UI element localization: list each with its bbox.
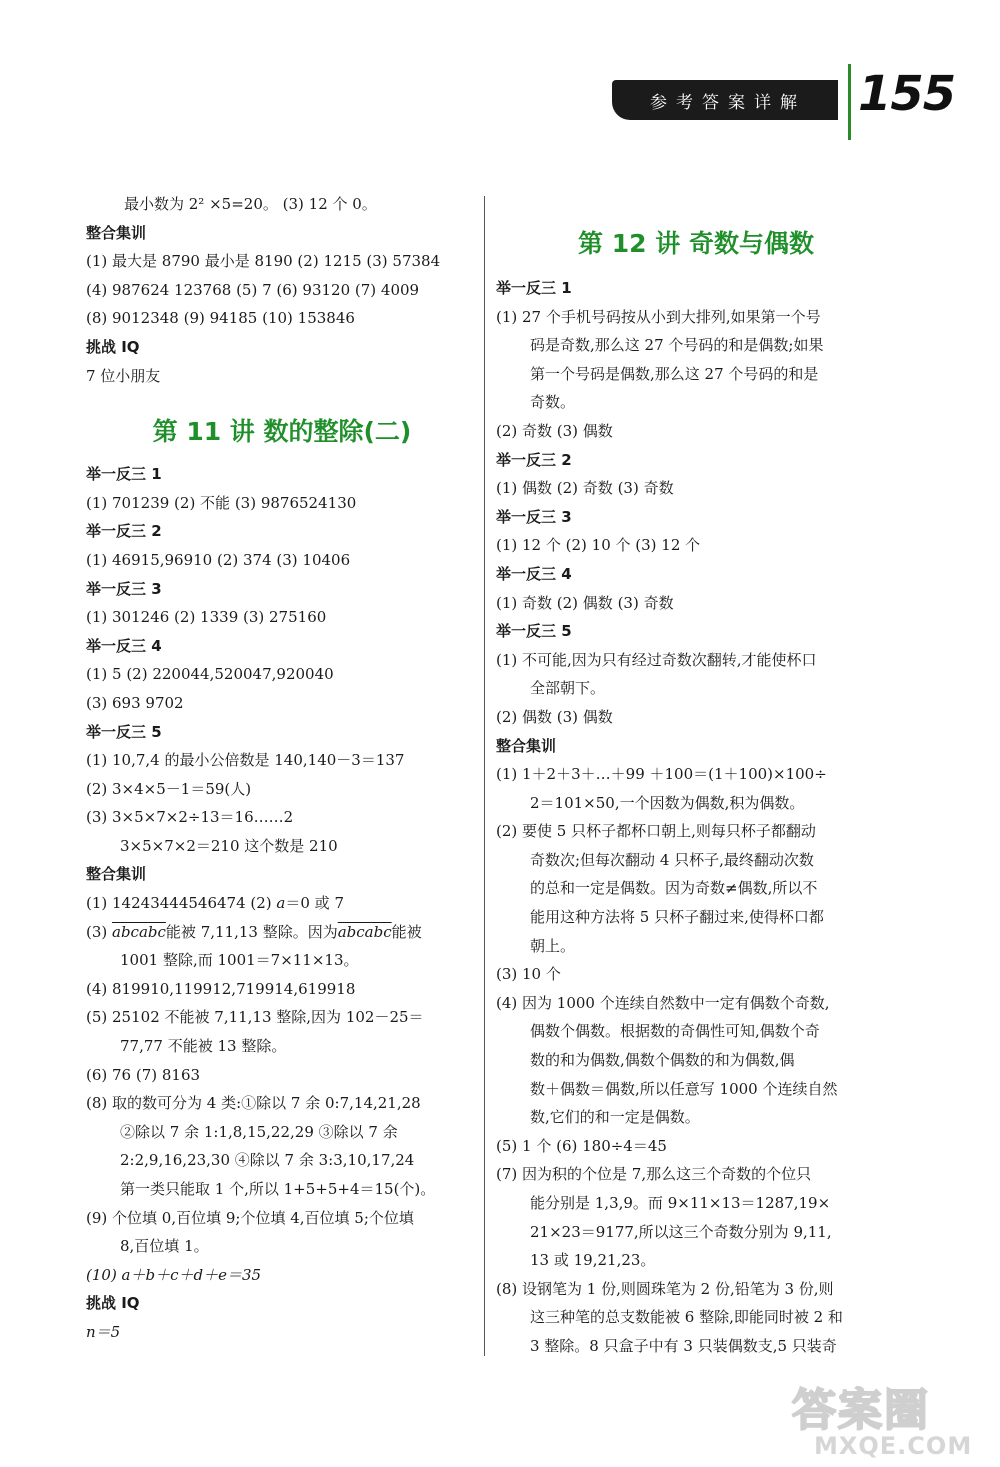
section-heading: 挑战 IQ	[86, 337, 140, 356]
answer-line: (1) 不可能,因为只有经过奇数次翻转,才能使杯口	[496, 650, 817, 669]
answer-line: (1) 27 个手机号码按从小到大排列,如果第一个号	[496, 307, 821, 326]
section-heading: 举一反三 2	[86, 522, 162, 541]
answer-line: (2) 奇数 (3) 偶数	[496, 421, 613, 440]
answer-line: n＝5	[86, 1322, 121, 1341]
answer-text: 能被 7,11,13 整除。因为	[165, 922, 338, 941]
answer-line: (8) 9012348 (9) 94185 (10) 153846	[86, 309, 355, 328]
answer-line: (1) 偶数 (2) 奇数 (3) 奇数	[496, 479, 674, 498]
answer-line: 最小数为 2² ×5=20。 (3) 12 个 0。	[124, 195, 377, 213]
answer-line: (1) 5 (2) 220044,520047,920040	[86, 665, 334, 684]
header-divider	[848, 64, 851, 140]
section-heading: 举一反三 5	[496, 622, 572, 641]
section-heading: 举一反三 4	[86, 636, 162, 655]
answer-text: ＝0 或 7	[285, 894, 344, 913]
section-heading: 整合集训	[496, 736, 557, 755]
section-heading: 举一反三 3	[496, 507, 572, 526]
answer-text: (1) 14243444546474 (2)	[86, 894, 277, 913]
answer-line: 8,百位填 1。	[120, 1237, 209, 1256]
section-heading: 举一反三 2	[496, 450, 572, 469]
answer-line: (3) 693 9702	[86, 693, 184, 712]
chapter-title: 第 11 讲 数的整除(二)	[152, 417, 412, 447]
section-heading: 整合集训	[86, 223, 147, 242]
answer-line: (10) a＋b＋c＋d＋e＝35	[86, 1265, 262, 1284]
answer-line: (5) 1 个 (6) 180÷4＝45	[496, 1136, 667, 1155]
variable-text: a	[276, 894, 286, 913]
answer-line: 1001 整除,而 1001＝7×11×13。	[120, 951, 359, 970]
answer-line: (1) 奇数 (2) 偶数 (3) 奇数	[496, 593, 674, 612]
answer-line: 能分别是 1,3,9。而 9×11×13＝1287,19×	[530, 1194, 831, 1212]
answer-text: 能被	[391, 922, 422, 941]
chapter-title: 第 12 讲 奇数与偶数	[578, 229, 814, 258]
answer-line: (9) 个位填 0,百位填 9;个位填 4,百位填 5;个位填	[86, 1208, 414, 1227]
answer-line: 数的和为偶数,偶数个偶数的和为偶数,偶	[530, 1051, 795, 1070]
answer-line: 朝上。	[530, 936, 576, 955]
answer-line: (8) 取的数可分为 4 类:①除以 7 余 0:7,14,21,28	[86, 1094, 421, 1113]
section-heading: 整合集训	[86, 865, 147, 884]
answer-line	[86, 918, 478, 947]
watermark-url: MXQE.COM	[814, 1432, 973, 1460]
answer-line: (1) 10,7,4 的最小公倍数是 140,140－3＝137	[86, 751, 405, 770]
answer-line: (1) 701239 (2) 不能 (3) 9876524130	[86, 493, 357, 512]
page-number: 155	[858, 66, 956, 122]
answer-line: 数＋偶数＝偶数,所以任意写 1000 个连续自然	[530, 1079, 838, 1098]
section-heading: 举一反三 4	[496, 564, 572, 583]
answer-line: (1) 最大是 8790 最小是 8190 (2) 1215 (3) 57384	[86, 252, 441, 271]
answer-line: (3) 10 个	[496, 965, 561, 984]
answer-line: 码是奇数,那么这 27 个号码的和是偶数;如果	[530, 336, 824, 355]
answer-text: (3)	[86, 922, 113, 941]
answer-line: (2) 偶数 (3) 偶数	[496, 707, 613, 726]
overlined-number: abcabc	[112, 922, 166, 941]
answer-line: 全部朝下。	[530, 679, 606, 698]
section-heading: 举一反三 3	[86, 579, 162, 598]
answer-line: 第一个号码是偶数,那么这 27 个号码的和是	[530, 364, 819, 383]
answer-line: (1) 12 个 (2) 10 个 (3) 12 个	[496, 536, 701, 555]
answer-line: (7) 因为积的个位是 7,那么这三个奇数的个位只	[496, 1165, 812, 1184]
header-banner	[612, 80, 838, 120]
answer-line: (4) 819910,119912,719914,619918	[86, 979, 356, 998]
answer-line: (1) 1＋2＋3＋…＋99 ＋100＝(1＋100)×100÷	[496, 765, 827, 784]
answer-line: 2＝101×50,一个因数为偶数,积为偶数。	[530, 793, 805, 812]
answer-line: 3×5×7×2＝210 这个数是 210	[120, 836, 338, 855]
watermark-logo-text: 答案圈	[792, 1385, 930, 1436]
answer-line: (4) 987624 123768 (5) 7 (6) 93120 (7) 4009	[86, 280, 420, 299]
answer-line: (1) 301246 (2) 1339 (3) 275160	[86, 608, 327, 627]
answer-line: 2:2,9,16,23,30 ④除以 7 余 3:3,10,17,24	[120, 1151, 415, 1170]
watermark	[792, 1374, 992, 1464]
answer-line: (2) 3×4×5－1＝59(人)	[86, 779, 252, 798]
overlined-number: abcabc	[337, 922, 392, 941]
answer-line: ②除以 7 余 1:1,8,15,22,29 ③除以 7 余	[120, 1122, 398, 1141]
left-column	[86, 190, 478, 1347]
answer-line: 数,它们的和一定是偶数。	[530, 1108, 700, 1127]
answer-line: 3 整除。8 只盒子中有 3 只装偶数支,5 只装奇	[530, 1336, 837, 1355]
answer-line: 奇数。	[530, 393, 576, 412]
header-banner-text: 参考答案详解	[650, 92, 806, 113]
column-divider	[484, 196, 485, 1356]
answer-line: 这三种笔的总支数能被 6 整除,即能同时被 2 和	[530, 1308, 843, 1327]
answer-line: 的总和一定是偶数。因为奇数≠偶数,所以不	[530, 879, 818, 898]
answer-line: (3) 3×5×7×2÷13＝16……2	[86, 808, 294, 827]
answer-line: 7 位小朋友	[86, 366, 161, 385]
answer-line: (8) 设钢笔为 1 份,则圆珠笔为 2 份,铅笔为 3 份,则	[496, 1279, 834, 1298]
answer-line: 21×23＝9177,所以这三个奇数分别为 9,11,	[530, 1222, 832, 1241]
answer-line: 第一类只能取 1 个,所以 1+5+5+4＝15(个)。	[120, 1180, 436, 1198]
section-heading: 举一反三 5	[86, 722, 162, 741]
answer-line: (6) 76 (7) 8163	[86, 1065, 201, 1084]
answer-line: 13 或 19,21,23。	[530, 1251, 656, 1270]
answer-line: 奇数次;但每次翻动 4 只杯子,最终翻动次数	[530, 850, 814, 869]
answer-line: 77,77 不能被 13 整除。	[120, 1037, 287, 1056]
answer-line: (1) 46915,96910 (2) 374 (3) 10406	[86, 550, 351, 569]
answer-line: (4) 因为 1000 个连续自然数中一定有偶数个奇数,	[496, 993, 830, 1012]
section-heading: 举一反三 1	[496, 279, 572, 297]
answer-line: (5) 25102 不能被 7,11,13 整除,因为 102－25＝	[86, 1008, 424, 1027]
answer-line: 偶数个偶数。根据数的奇偶性可知,偶数个奇	[530, 1022, 820, 1041]
section-heading: 举一反三 1	[86, 465, 162, 484]
answer-line	[86, 889, 478, 918]
answer-line: 能用这种方法将 5 只杯子翻过来,使得杯口都	[530, 908, 824, 927]
right-column	[496, 190, 896, 1361]
section-heading: 挑战 IQ	[86, 1294, 140, 1313]
answer-line: (2) 要使 5 只杯子都杯口朝上,则每只杯子都翻动	[496, 822, 816, 841]
